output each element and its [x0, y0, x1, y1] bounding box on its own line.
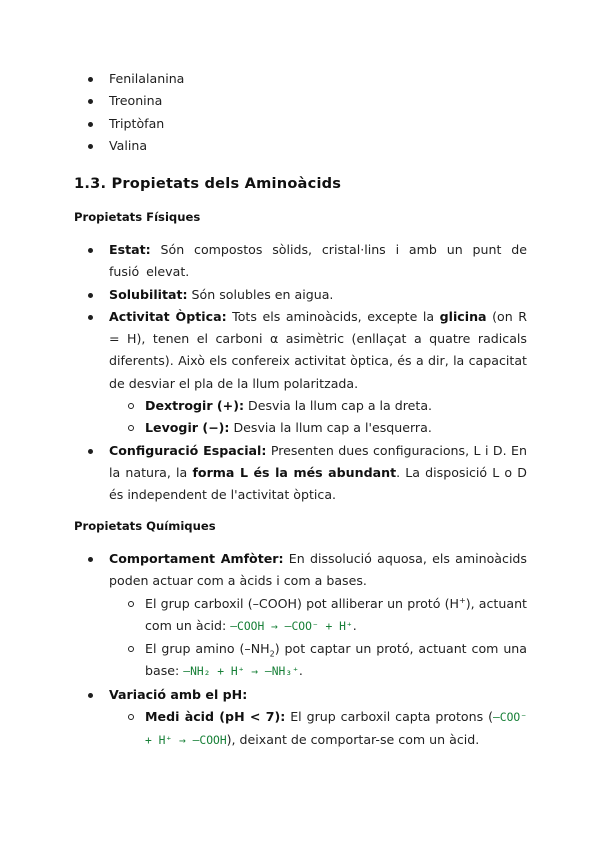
bullet-icon [88, 293, 93, 298]
bullet-icon [88, 449, 93, 454]
circle-bullet-icon [128, 425, 134, 431]
circle-bullet-icon [128, 646, 134, 652]
list-item-configuracio-espacial: Configuració Espacial: Presenten dues configuracions, L i D. En la natura, la forma L és la més abundant. La disposició L o D és independent de l'activitat òptica. [0, 440, 527, 507]
physical-properties-list [0, 239, 527, 507]
amfoter-sublist [0, 593, 527, 684]
sublist-item-levogir: Levogir (−): Desvia la llum cap a l'esquerra. [0, 417, 527, 439]
acid-equation: –COO⁻ + H⁺ → –COOH [145, 711, 527, 748]
physical-properties-heading: Propietats Físiques [74, 210, 201, 224]
optica-sublist [0, 395, 527, 440]
sublist-item-medi-acid: Medi àcid (pH < 7): El grup carboxil capta protons (–COO⁻ + H⁺ → –COOH), deixant de comportar-se com un àcid. [0, 706, 527, 753]
ph-sublist [0, 706, 527, 753]
bullet-icon [88, 557, 93, 562]
list-item: Valina [0, 135, 527, 157]
list-item: Fenilalanina [0, 68, 527, 90]
list-item: Treonina [0, 90, 527, 112]
bullet-icon [88, 693, 93, 698]
bullet-icon [88, 99, 93, 104]
sublist-item-dextrogir: Dextrogir (+): Desvia la llum cap a la dreta. [0, 395, 527, 417]
amino-acid-list [0, 68, 527, 157]
bullet-icon [88, 144, 93, 149]
bullet-icon [88, 315, 93, 320]
list-item: Triptòfan [0, 113, 527, 135]
circle-bullet-icon [128, 601, 134, 607]
sublist-item-carboxil: El grup carboxil (–COOH) pot alliberar un protó (H+), actuant com un àcid: –COOH → –COO⁻ + H⁺. [0, 593, 527, 639]
carboxil-equation: –COOH → –COO⁻ + H⁺ [230, 619, 353, 633]
chemical-properties-list [0, 548, 527, 753]
section-title: 1.3. Propietats dels Aminoàcids [74, 175, 342, 192]
list-item-variacio-ph: Variació amb el pH: Medi àcid (pH < 7): El grup carboxil capta protons (–COO⁻ + H⁺ → –COOH), deixant de comportar-se com un àcid. [0, 684, 527, 753]
chemical-properties-heading: Propietats Químiques [74, 519, 216, 533]
circle-bullet-icon [128, 714, 134, 720]
circle-bullet-icon [128, 403, 134, 409]
list-item-solubilitat: Solubilitat: Són solubles en aigua. [0, 284, 527, 306]
list-item-amfoter: Comportament Amfòter: En dissolució aquosa, els aminoàcids poden actuar com a àcids i com a bases. El grup carboxil (–COOH) pot alliberar un protó (H+), actuant com un àcid: –COOH → –COO⁻ + H⁺. El grup amino $(-NH_2)$ pot captar un protó, actuant com una base: –NH₂ + H⁺ → –NH₃⁺. [0, 548, 527, 684]
bullet-icon [88, 122, 93, 127]
sublist-item-amino: El grup amino $(-NH_2)$ pot captar un protó, actuant com una base: –NH₂ + H⁺ → –NH₃⁺. [0, 638, 527, 684]
amino-equation: –NH₂ + H⁺ → –NH₃⁺ [183, 665, 299, 679]
bullet-icon [88, 248, 93, 253]
bullet-icon [88, 77, 93, 82]
list-item-estat: Estat: Són compostos sòlids, cristal·lins i amb un punt de fusió elevat. [0, 239, 527, 284]
list-item-activitat-optica: Activitat Òptica: Tots els aminoàcids, excepte la glicina (on R = H), tenen el carboni α asimètric (enllaçat a quatre radicals diferents). Això els confereix activitat òptica, és a dir, la capacitat de desviar el pla de la llum polaritzada. Dextrogir (+): Desvia la llum cap a la dreta. Levogir (−): Desvia la llum cap a l'esquerra. [0, 306, 527, 440]
